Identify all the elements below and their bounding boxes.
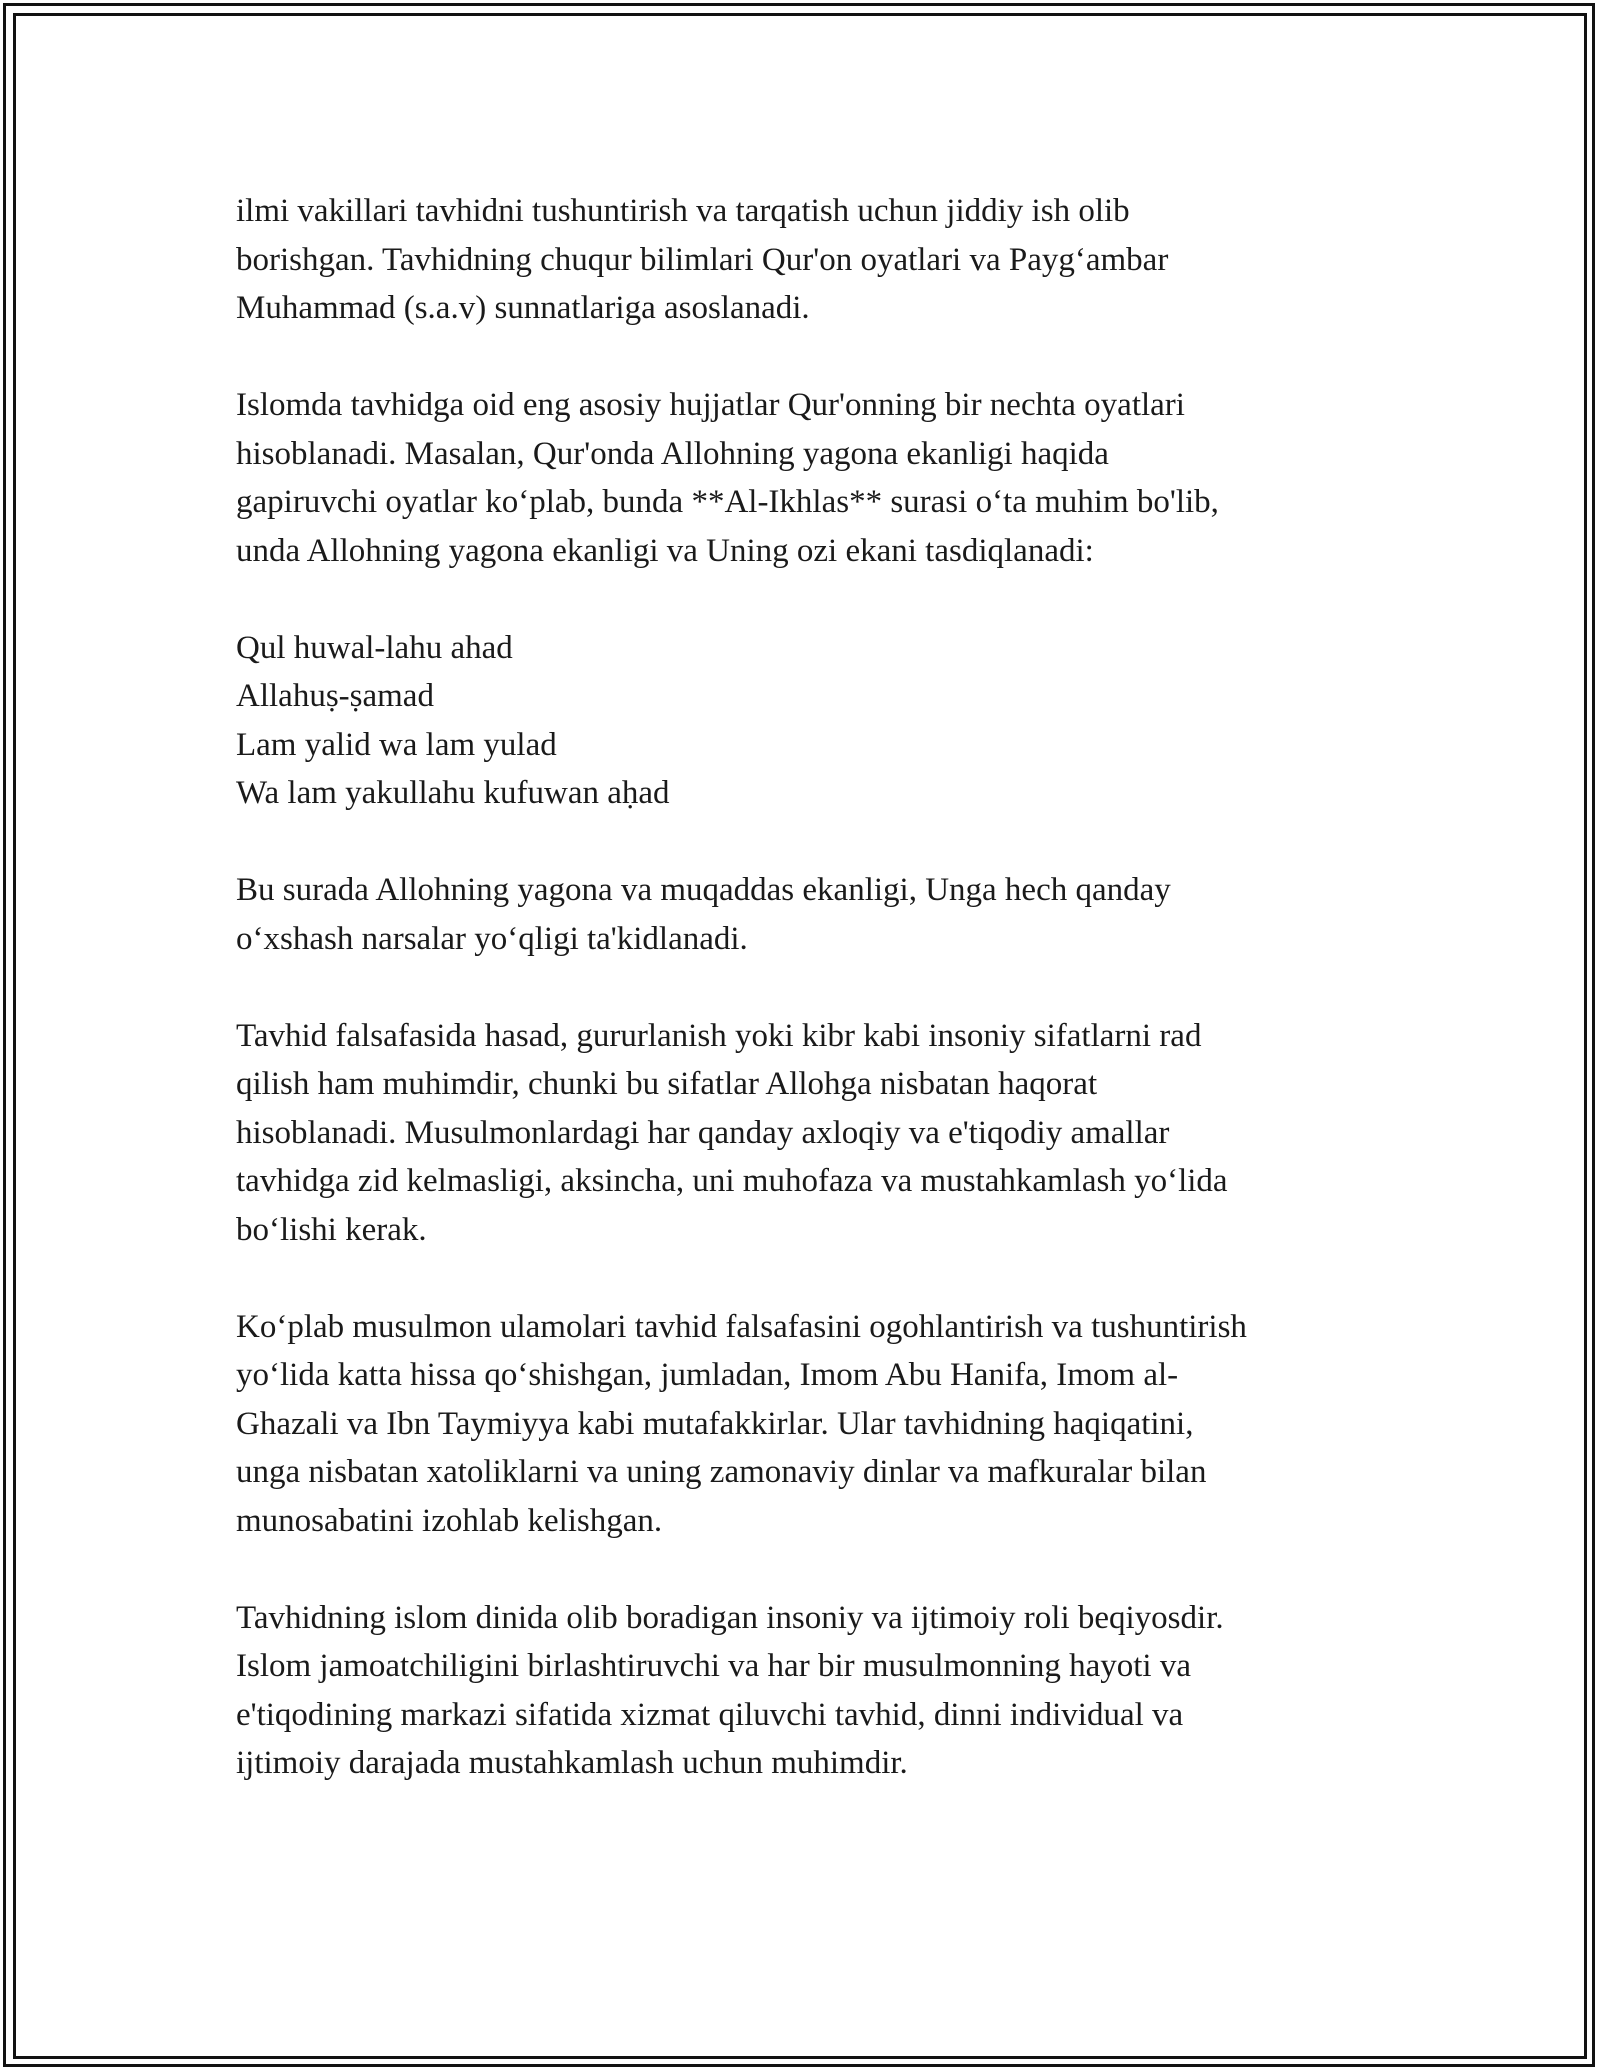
text-line: hisoblanadi. Musulmonlardagi har qanday axloqiy va e'tiqodiy amallar [236, 1114, 1170, 1151]
text-line: Islomda tavhidga oid eng asosiy hujjatlar Qur'onning bir nechta oyatlari [236, 387, 1185, 423]
text-line: bo‘lishi kerak. [236, 1211, 427, 1248]
text-line: Muhammad (s.a.v) sunnatlariga asoslanadi. [236, 290, 810, 326]
text-line: hisoblanadi. Masalan, Qur'onda Allohning yagona ekanligi haqida [236, 435, 1109, 472]
text-line: gapiruvchi oyatlar ko‘plab, bunda **Al-Ikhlas** surasi o‘ta muhim bo'lib, [236, 484, 1219, 520]
text-line: Tavhid falsafasida hasad, gururlanish yoki kibr kabi insoniy sifatlarni rad [236, 1017, 1202, 1054]
verse-block [236, 624, 1386, 818]
verse-line: Qul huwal-lahu ahad [236, 629, 513, 666]
text-line: yo‘lida katta hissa qo‘shishgan, jumladan, Imom Abu Hanifa, Imom al- [236, 1357, 1179, 1393]
text-line: Tavhidning islom dinida olib boradigan insoniy va ijtimoiy roli beqiyosdir. [236, 1599, 1224, 1636]
paragraph [236, 866, 1386, 963]
text-line: Bu surada Allohning yagona va muqaddas ekanligi, Unga hech qanday [236, 872, 1171, 908]
verse-line: Allahuṣ-ṣamad [236, 678, 434, 714]
paragraph [236, 1303, 1386, 1546]
text-line: borishgan. Tavhidning chuqur bilimlari Qur'on oyatlari va Payg‘ambar [236, 241, 1169, 278]
text-line: unga nisbatan xatoliklarni va uning zamonaviy dinlar va mafkuralar bilan [236, 1454, 1207, 1490]
text-line: ilmi vakillari tavhidni tushuntirish va tarqatish uchun jiddiy ish olib [236, 193, 1130, 229]
document-body [236, 187, 1386, 1836]
text-line: qilish ham muhimdir, chunki bu sifatlar Allohga nisbatan haqorat [236, 1066, 1098, 1102]
paragraph [236, 381, 1386, 575]
text-line: e'tiqodining markazi sifatida xizmat qiluvchi tavhid, dinni individual va [236, 1696, 1184, 1733]
paragraph [236, 1594, 1386, 1788]
text-line: o‘xshash narsalar yo‘qligi ta'kidlanadi. [236, 920, 748, 957]
text-line: tavhidga zid kelmasligi, aksincha, uni muhofaza va mustahkamlash yo‘lida [236, 1163, 1228, 1199]
verse-line: Lam yalid wa lam yulad [236, 726, 557, 763]
text-line: Ko‘plab musulmon ulamolari tavhid falsafasini ogohlantirish va tushuntirish [236, 1308, 1247, 1345]
paragraph [236, 1012, 1386, 1255]
verse-line: Wa lam yakullahu kufuwan aḥad [236, 775, 670, 811]
text-line: Ghazali va Ibn Taymiyya kabi mutafakkirlar. Ular tavhidning haqiqatini, [236, 1405, 1194, 1442]
paragraph [236, 187, 1386, 333]
text-line: unda Allohning yagona ekanligi va Uning ozi ekani tasdiqlanadi: [236, 532, 1094, 569]
text-line: Islom jamoatchiligini birlashtiruvchi va har bir musulmonning hayoti va [236, 1648, 1192, 1684]
text-line: munosabatini izohlab kelishgan. [236, 1502, 663, 1539]
text-line: ijtimoiy darajada mustahkamlash uchun muhimdir. [236, 1745, 908, 1781]
